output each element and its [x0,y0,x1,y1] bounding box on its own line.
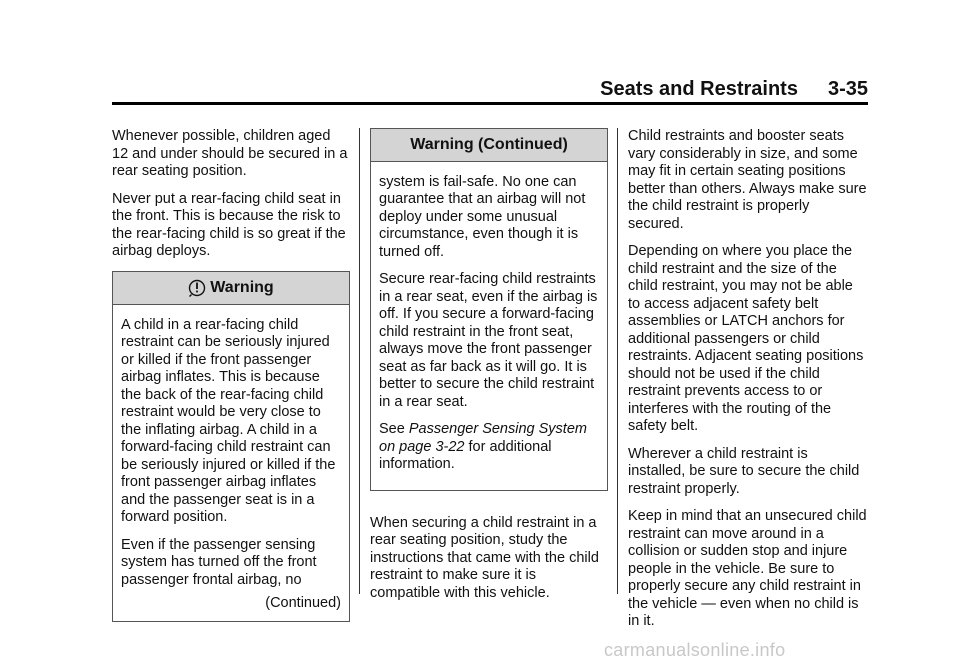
column-1 [112,128,350,622]
section-title: Seats and Restraints [600,78,798,100]
warning-title: Warning [210,278,274,296]
warning-title: Warning (Continued) [410,136,568,153]
header-rule [112,102,868,105]
paragraph: Never put a rear-facing child seat in the front. This is because the risk to the rear-facing child is so great if the airbag deploys. [112,190,346,259]
paragraph: Keep in mind that an unsecured child restraint can move around in a collision or sudden stop and injure people in the vehicle. Be sure to properly secure any child restraint in the vehicle — even when no child is in it. [628,508,867,629]
warning-header [371,129,607,162]
warning-box-continued [370,128,608,491]
paragraph: Child restraints and booster seats vary considerably in size, and some may fit in certain seating positions better than others. Always make sure the child restraint is properly secured. [628,128,867,232]
paragraph: Whenever possible, children aged 12 and under should be secured in a rear seating position. [112,128,348,179]
cross-reference-link[interactable]: Passenger Sensing System on page 3-22 [379,421,587,455]
watermark: carmanualsonline.info [604,640,786,660]
warning-paragraph: A child in a rear-facing child restraint can be seriously injured or killed if the front passenger airbag inflates. This is because the back of the rear-facing child restraint would be very close to the inflating airbag. A child in a forward-facing child restraint can be seriously injured or killed if the front passenger airbag inflates and the passenger seat is in a forward position. [121,316,336,525]
column-3 [628,128,868,641]
warning-paragraph: Even if the passenger sensing system has turned off the front passenger frontal airbag, no [121,536,317,588]
warning-header [113,272,349,305]
see-prefix: See [379,421,409,437]
see-reference [379,421,599,474]
column-divider-left [359,128,360,594]
warning-circle-icon [188,279,206,297]
see-suffix: for additional information. [379,438,552,472]
paragraph: Wherever a child restraint is installed, be sure to secure the child restraint properly. [628,445,860,497]
warning-paragraph: Secure rear-facing child restraints in a rear seat, even if the airbag is off. If you secure a forward-facing child restraint in the front seat, always move the front passenger seat as far back as it will go. It is better to secure the child restraint in a rear seat. [379,271,598,410]
column-divider-right [617,128,618,594]
paragraph: When securing a child restraint in a rear seating position, study the instructions that came with the child restraint to make sure it is compatible with this vehicle. [370,514,599,601]
column-2 [370,128,608,612]
page-number: 3-35 [827,78,868,100]
warning-paragraph: system is fail-safe. No one can guarantee that an airbag will not deploy under some unusual circumstance, even though it is turned off. [379,173,586,260]
warning-body [371,162,607,490]
paragraph: Depending on where you place the child restraint and the size of the child restraint, you may not be able to access adjacent safety belt assemblies or LATCH anchors for additional passengers or child restraints. Adjacent seating positions should not be used if the child restraint prevents access to or interferes with the routing of the safety belt. [628,243,864,434]
warning-box [112,271,350,622]
warning-body [113,305,349,621]
continued-label: (Continued) [265,595,341,611]
